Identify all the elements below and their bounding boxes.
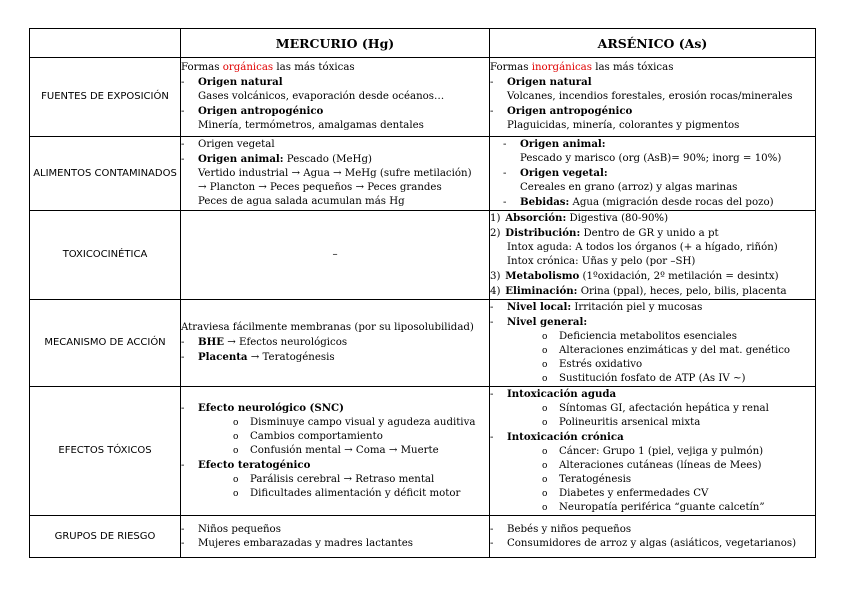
list-item: - BHE → Efectos neurológicos: [181, 335, 489, 350]
cell-mecanismo-as: [490, 300, 816, 387]
list-item-text: Plaguicidas, minería, colorantes y pigmentos: [507, 120, 740, 131]
sub-item: o Confusión mental → Coma → Muerte: [233, 445, 439, 456]
list-item: - Origen natural: [490, 75, 815, 90]
comparison-table: [29, 28, 816, 558]
list-item: - Placenta → Teratogénesis: [181, 350, 489, 365]
cell-alimentos-hg: [181, 137, 490, 211]
list-item: - Origen animal: Pescado (MeHg): [181, 152, 489, 167]
list-item: - Nivel local: Irritación piel y mucosas: [490, 300, 815, 315]
list-item-text: Peces de agua salada acumulan más Hg: [198, 196, 405, 207]
sub-item: o Cambios comportamiento: [233, 431, 383, 442]
list-item: - Intoxicación crónica: [490, 430, 815, 445]
numbered-item: 1) Absorción: Digestiva (80-90%): [490, 212, 669, 224]
row-label-fuentes: FUENTES DE EXPOSICIÓN: [30, 58, 181, 137]
sub-item: o Dificultades alimentación y déficit motor: [233, 488, 461, 499]
row-label-alimentos: ALIMENTOS CONTAMINADOS: [30, 137, 181, 211]
list-item: - Niños pequeños: [181, 523, 489, 537]
sub-item: o Diabetes y enfermedades CV: [542, 488, 709, 499]
header-mercurio: MERCURIO (Hg): [181, 29, 490, 58]
numbered-item: 2) Distribución: Dentro de GR y unido a pt: [490, 227, 719, 239]
sub-item: o Cáncer: Grupo 1 (piel, vejiga y pulmón): [542, 446, 764, 457]
list-item-text: Vertido industrial → Agua → MeHg (sufre metilación): [198, 168, 472, 179]
cell-efectos-as: [490, 387, 816, 516]
header-arsenico: ARSÉNICO (As): [490, 29, 816, 58]
sub-item: o Disminuye campo visual y agudeza auditiva: [233, 417, 476, 428]
list-item: - Intoxicación aguda: [490, 387, 815, 402]
cell-grupos-as: [490, 516, 816, 558]
sub-item: o Estrés oxidativo: [542, 359, 643, 370]
sub-item: o Sustitución fosfato de ATP (As IV ~): [542, 373, 746, 384]
header-row: [30, 29, 816, 58]
formas-line: Formas orgánicas las más tóxicas: [181, 62, 355, 73]
formas-line: Formas inorgánicas las más tóxicas: [490, 62, 674, 73]
list-item-text: → Plancton → Peces pequeños → Peces grandes: [198, 182, 442, 193]
numbered-item: 3) Metabolismo (1ºoxidación, 2º metilación = desintx): [490, 270, 779, 282]
sub-item: o Teratogénesis: [542, 474, 632, 485]
list-item: - Origen natural: [181, 75, 489, 90]
sub-item: o Parálisis cerebral → Retraso mental: [233, 474, 435, 485]
row-label-mecanismo: MECANISMO DE ACCIÓN: [30, 300, 181, 387]
list-item-text: Atraviesa fácilmente membranas (por su liposolubilidad): [181, 322, 474, 333]
sub-item: o Polineuritis arsenical mixta: [542, 417, 701, 428]
row-grupos: [30, 516, 816, 558]
sub-item: o Alteraciones enzimáticas y del mat. genético: [542, 345, 791, 356]
sub-item: o Síntomas GI, afectación hepática y renal: [542, 403, 769, 414]
list-item: - Origen vegetal: [181, 138, 489, 152]
cell-toxico-as: [490, 211, 816, 300]
list-item: - Consumidores de arroz y algas (asiáticos, vegetarianos): [490, 537, 815, 551]
row-fuentes: [30, 58, 816, 137]
list-item-text: Intox aguda: A todos los órganos (+ a hígado, riñón): [507, 242, 778, 253]
list-item: - Origen antropogénico: [490, 104, 815, 119]
row-efectos: [30, 387, 816, 516]
list-item: - Origen animal:: [490, 137, 815, 152]
cell-toxico-hg: –: [181, 211, 490, 300]
list-item-text: Intox crónica: Uñas y pelo (por –SH): [507, 256, 696, 267]
cell-grupos-hg: [181, 516, 490, 558]
cell-fuentes-hg: [181, 58, 490, 137]
row-mecanismo: [30, 300, 816, 387]
row-toxicocinetica: [30, 211, 816, 300]
list-item: - Bebidas: Agua (migración desde rocas del pozo): [490, 195, 815, 210]
cell-efectos-hg: [181, 387, 490, 516]
list-item: - Nivel general:: [490, 315, 815, 330]
row-label-toxicocinetica: TOXICOCINÉTICA: [30, 211, 181, 300]
list-item-text: Pescado y marisco (org (AsB)= 90%; inorg = 10%): [520, 153, 782, 164]
list-item: - Origen vegetal:: [490, 166, 815, 181]
header-empty-cell: [30, 29, 181, 58]
list-item-text: Gases volcánicos, evaporación desde océanos…: [198, 91, 445, 102]
list-item-text: Minería, termómetros, amalgamas dentales: [198, 120, 424, 131]
sub-item: o Alteraciones cutáneas (líneas de Mees): [542, 460, 762, 471]
sub-item: o Deficiencia metabolitos esenciales: [542, 331, 737, 342]
list-item-text: Volcanes, incendios forestales, erosión rocas/minerales: [507, 91, 793, 102]
cell-alimentos-as: [490, 137, 816, 211]
row-label-grupos: GRUPOS DE RIESGO: [30, 516, 181, 558]
row-label-efectos: EFECTOS TÓXICOS: [30, 387, 181, 516]
list-item: - Bebés y niños pequeños: [490, 523, 815, 537]
sub-item: o Neuropatía periférica “guante calcetín”: [542, 502, 765, 513]
list-item: - Mujeres embarazadas y madres lactantes: [181, 537, 489, 551]
row-alimentos: [30, 137, 816, 211]
cell-mecanismo-hg: [181, 300, 490, 387]
cell-fuentes-as: [490, 58, 816, 137]
list-item-text: Cereales en grano (arroz) y algas marinas: [520, 182, 738, 193]
list-item: - Efecto teratogénico: [181, 458, 489, 473]
list-item: - Origen antropogénico: [181, 104, 489, 119]
list-item: - Efecto neurológico (SNC): [181, 401, 489, 416]
numbered-item: 4) Eliminación: Orina (ppal), heces, pelo, bilis, placenta: [490, 285, 787, 297]
